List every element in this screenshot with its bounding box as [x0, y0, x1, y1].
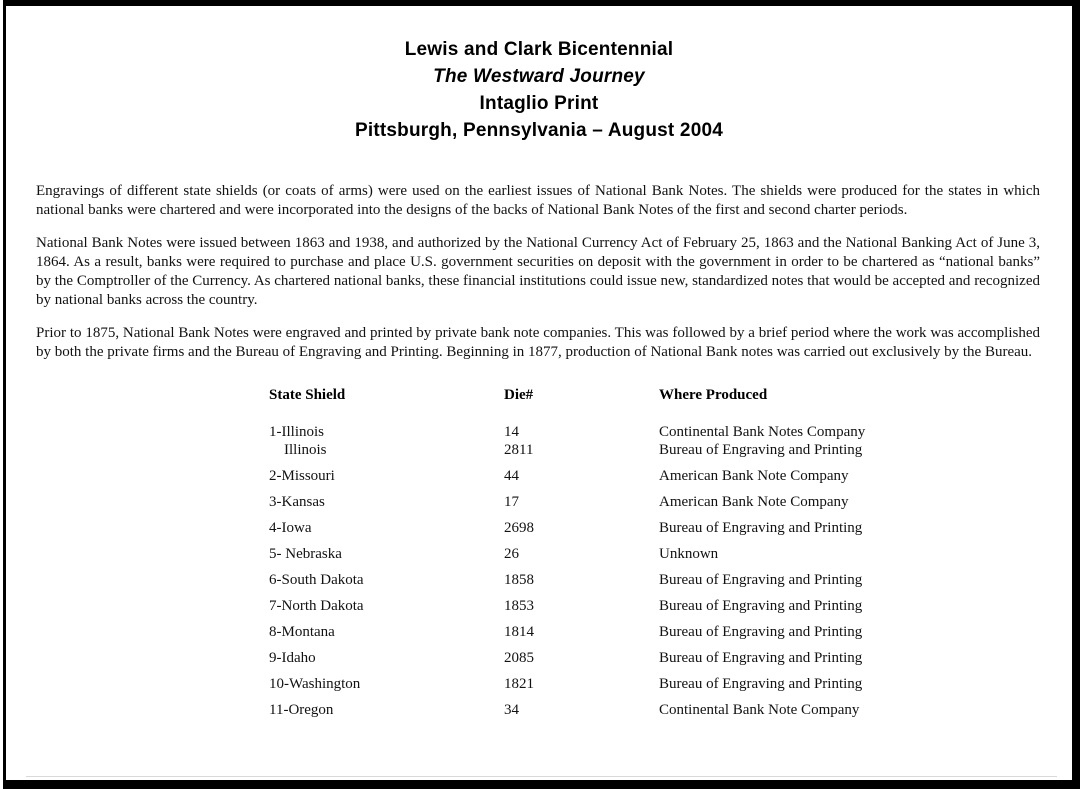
document-page — [3, 0, 1080, 789]
shield-table-rows — [269, 423, 1052, 720]
where-produced-cell: Bureau of Engraving and Printing — [659, 650, 863, 667]
document-print-type: Intaglio Print — [479, 93, 599, 114]
where-produced-cell: Bureau of Engraving and Printing — [659, 624, 863, 641]
die-number-cell: 2698 — [504, 520, 534, 537]
where-produced-cell: Bureau of Engraving and Printing — [659, 676, 863, 693]
shield-table — [269, 386, 1052, 720]
state-shield-cell: 11-Oregon — [269, 702, 334, 719]
table-row — [269, 571, 1052, 590]
table-row — [269, 623, 1052, 642]
document-location-date: Pittsburgh, Pennsylvania – August 2004 — [355, 120, 723, 141]
die-number-cell: 26 — [504, 546, 519, 563]
scan-artifact-line — [26, 776, 1057, 777]
state-shield-cell: 10-Washington — [269, 676, 361, 693]
table-row — [269, 423, 1052, 442]
column-header-where-produced: Where Produced — [659, 387, 768, 404]
table-row — [269, 701, 1052, 720]
paragraph-national-bank-notes: National Bank Notes were issued between 1863 and 1938, and authorized by the National Currency Act of February 25, 1863 and the National Banking Act of June 3, 1864. As a result, banks were required to purchase and place U.S. government securities on deposit with the government in order to be chartered as “national banks” by the Comptroller of the Currency. As chartered national banks, these financial institutions could issue new, standardized notes that would be accepted and recognized by national banks across the country. — [36, 234, 1040, 309]
table-row — [269, 519, 1052, 538]
where-produced-cell: Unknown — [659, 546, 719, 563]
paragraph-shields-intro: Engravings of different state shields (or coats of arms) were used on the earliest issues of National Bank Notes. The shields were produced for the states in which national banks were chartered and were incorporated into the designs of the backs of National Bank Notes of the first and second charter periods. — [36, 183, 1040, 219]
state-shield-cell: Illinois — [284, 442, 327, 459]
die-number-cell: 1853 — [504, 598, 534, 615]
where-produced-cell: American Bank Note Company — [659, 468, 849, 485]
table-row — [269, 467, 1052, 486]
where-produced-cell: Bureau of Engraving and Printing — [659, 572, 863, 589]
where-produced-cell: Continental Bank Note Company — [659, 702, 860, 719]
die-number-cell: 2811 — [504, 442, 534, 459]
state-shield-cell: 2-Missouri — [269, 468, 335, 485]
state-shield-cell: 1-Illinois — [269, 424, 324, 441]
where-produced-cell: Bureau of Engraving and Printing — [659, 598, 863, 615]
where-produced-cell: American Bank Note Company — [659, 494, 849, 511]
state-shield-cell: 7-North Dakota — [269, 598, 364, 615]
die-number-cell: 14 — [504, 424, 519, 441]
table-row — [269, 675, 1052, 694]
paragraph-production-history: Prior to 1875, National Bank Notes were engraved and printed by private bank note companies. This was followed by a brief period where the work was accomplished by both the private firms and the Bureau of Engraving and Printing. Beginning in 1877, production of National Bank notes was carried out exclusively by the Bureau. — [36, 324, 1040, 361]
die-number-cell: 1814 — [504, 624, 534, 641]
document-header — [6, 36, 1072, 144]
state-shield-cell: 6-South Dakota — [269, 572, 364, 589]
state-shield-cell: 4-Iowa — [269, 520, 312, 537]
table-row — [269, 649, 1052, 668]
table-row — [269, 545, 1052, 564]
die-number-cell: 44 — [504, 468, 519, 485]
where-produced-cell: Bureau of Engraving and Printing — [659, 520, 863, 537]
body-text — [36, 182, 1040, 362]
where-produced-cell: Bureau of Engraving and Printing — [659, 442, 863, 459]
die-number-cell: 34 — [504, 702, 519, 719]
die-number-cell: 2085 — [504, 650, 534, 667]
die-number-cell: 1821 — [504, 676, 534, 693]
column-header-die-number: Die# — [504, 387, 534, 404]
shield-table-header — [269, 386, 1052, 405]
die-number-cell: 17 — [504, 494, 519, 511]
table-row — [269, 493, 1052, 512]
state-shield-cell: 5- Nebraska — [269, 546, 342, 563]
document-title: Lewis and Clark Bicentennial — [404, 39, 674, 60]
state-shield-cell: 9-Idaho — [269, 650, 316, 667]
column-header-state-shield: State Shield — [269, 387, 346, 404]
die-number-cell: 1858 — [504, 572, 534, 589]
document-subtitle: The Westward Journey — [433, 66, 645, 87]
table-row — [269, 597, 1052, 616]
table-row — [269, 441, 1052, 460]
state-shield-cell: 3-Kansas — [269, 494, 325, 511]
state-shield-cell: 8-Montana — [269, 624, 335, 641]
where-produced-cell: Continental Bank Notes Company — [659, 424, 866, 441]
